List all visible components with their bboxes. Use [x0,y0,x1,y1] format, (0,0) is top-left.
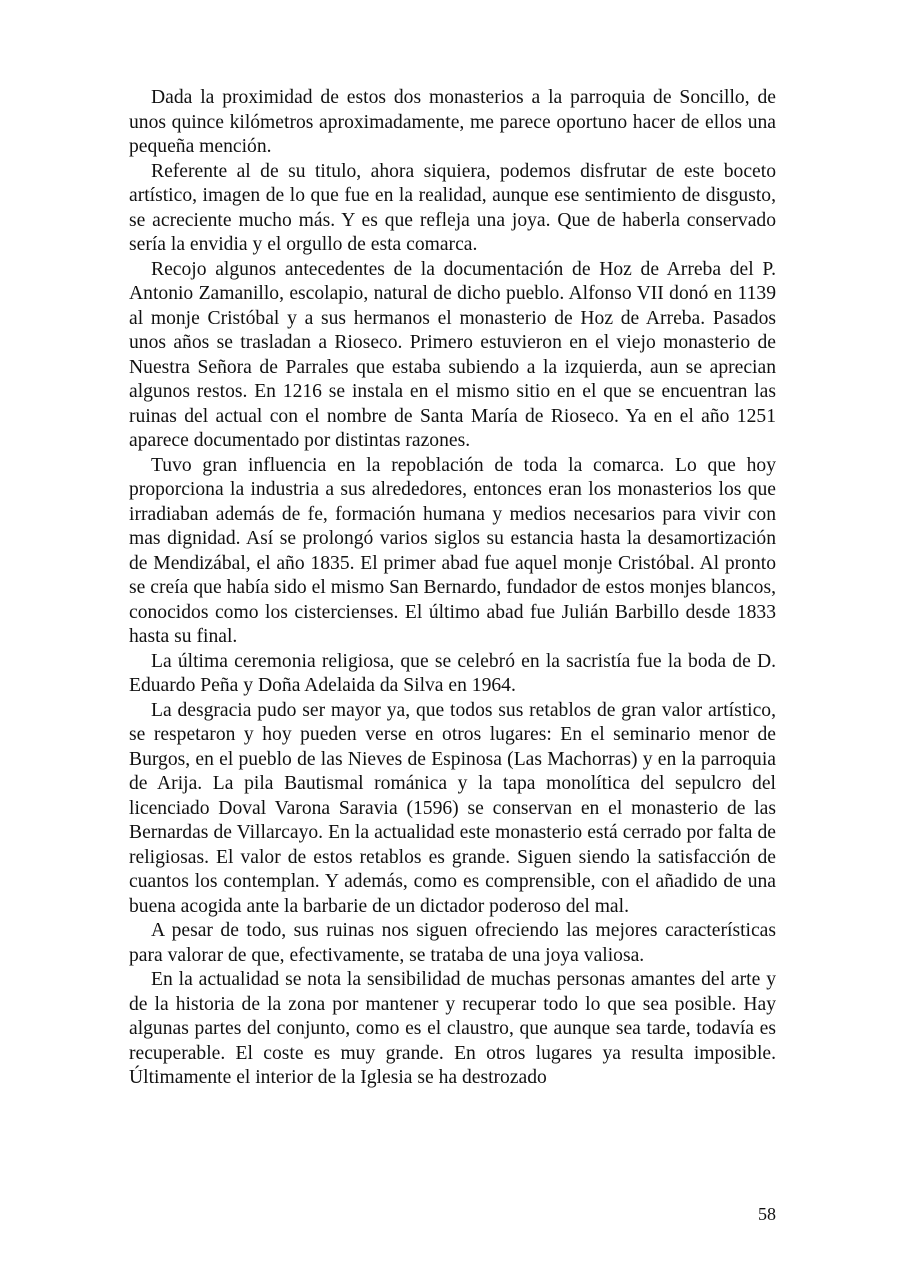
paragraph-actualidad: En la actualidad se nota la sensibilidad de muchas personas amantes del arte y de la historia de la zona por mantener y recuperar todo lo que sea posible. Hay algunas partes del conjunto, como es el claustro, que aunque sea tarde, todavía es recuperable. El coste es muy grande. En otros lugares ya resulta imposible. Últimamente el interior de la Iglesia se ha destrozado [129,969,776,1088]
paragraph-boceto: Referente al de su titulo, ahora siquiera, podemos disfrutar de este boceto artístico, imagen de lo que fue en la realidad, aunque ese sentimiento de disgusto, se acreciente mucho más. Y es que refleja una joya. Que de haberla conservado sería la envidia y el orgullo de esta comarca. [129,160,776,255]
paragraph-retablos: La desgracia pudo ser mayor ya, que todos sus retablos de gran valor artístico, se respetaron y hoy pueden verse en otros lugares: En el seminario menor de Burgos, en el pueblo de las Nieves de Espinosa (Las Machorras) y en la parroquia de Arija. La pila Bautismal románica y la tapa monolítica del sepulcro del licenciado Doval Varona Saravia (1596) se conservan en el monasterio de las Bernardas de Villarcayo. En la actualidad este monasterio está cerrado por falta de religiosas. El valor de estos retablos es grande. Siguen siendo la satisfacción de cuantos los contemplan. Y además, como es comprensible, con el añadido de una buena acogida ante la barbarie de un dictador poderoso del mal. [129,699,776,917]
page-body [129,86,776,1091]
page-number: 58 [758,1204,776,1224]
paragraph-soncillo-intro: Dada la proximidad de estos dos monasterios a la parroquia de Soncillo, de unos quince kilómetros aproximadamente, me parece oportuno hacer de ellos una pequeña mención. [129,87,776,157]
paragraph-antecedentes: Recojo algunos antecedentes de la documentación de Hoz de Arreba del P. Antonio Zamanillo, escolapio, natural de dicho pueblo. Alfonso VII donó en 1139 al monje Cristóbal y a sus hermanos el monasterio de Hoz de Arreba. Pasados unos años se trasladan a Rioseco. Primero estuvieron en el viejo monasterio de Nuestra Señora de Parrales que estaba subiendo a la izquierda, aun se aprecian algunos restos. En 1216 se instala en el mismo sitio en el que se encuentran las ruinas del actual con el nombre de Santa María de Rioseco. Ya en el año 1251 aparece documentado por distintas razones. [129,258,776,451]
paragraph-ultima-ceremonia: La última ceremonia religiosa, que se celebró en la sacristía fue la boda de D. Eduardo Peña y Doña Adelaida da Silva en 1964. [129,650,776,696]
paragraph-ruinas: A pesar de todo, sus ruinas nos siguen ofreciendo las mejores características para valorar de que, efectivamente, se trataba de una joya valiosa. [129,920,776,966]
paragraph-influencia: Tuvo gran influencia en la repoblación de toda la comarca. Lo que hoy proporciona la industria a sus alrededores, entonces eran los monasterios los que irradiaban además de fe, formación humana y medios necesarios para vivir con mas dignidad. Así se prolongó varios siglos su estancia hasta la desamortización de Mendizábal, el año 1835. El primer abad fue aquel monje Cristóbal. Al pronto se creía que había sido el mismo San Bernardo, fundador de estos monjes blancos, conocidos como los cistercienses. El último abad fue Julián Barbillo desde 1833 hasta su final. [129,454,776,647]
